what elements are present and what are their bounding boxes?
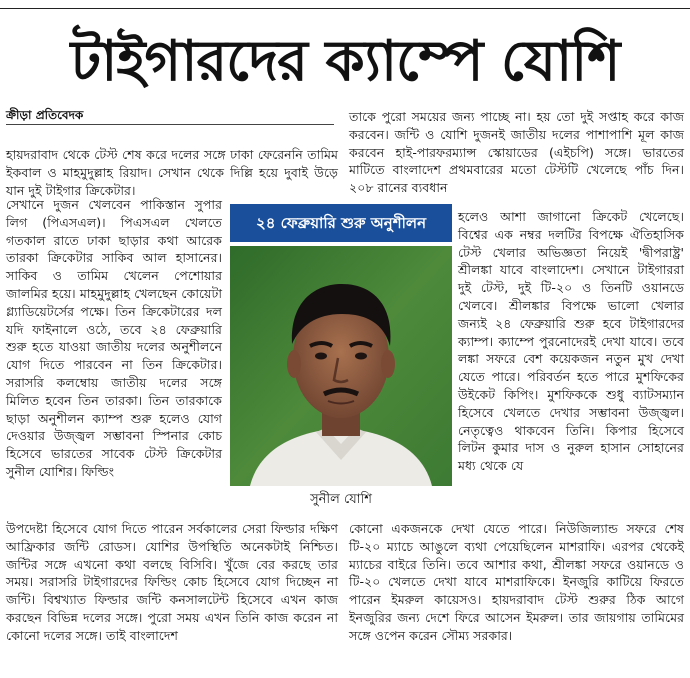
paragraph: হায়দরাবাদ থেকে টেস্ট শেষ করে দলের সঙ্গে ঢাকা ফেরেননি তামিম ইকবাল ও মাহমুদুল্লাহ রিয়াদ। সেখান থেকে দিল্লি হয়ে দুবাই উড়ে যান দুই টাইগার ক্রিকেটার। bbox=[6, 147, 338, 198]
photo-caption: সুনীল যোশি bbox=[310, 492, 372, 507]
article-column-right-middle bbox=[458, 208, 684, 475]
byline-divider bbox=[6, 124, 334, 125]
paragraph: কোনো একজনকে দেখা যেতে পারে। নিউজিল্যান্ড সফরে শেষ টি-২০ ম্যাচে আঙুলে ব্যথা পেয়েছিলেন মাশরাফি। এরপর থেকেই ম্যাচের বাইরে তিনি। তবে আশার কথা, শ্রীলঙ্কা সফরে ওয়ানডে ও টি-২০ খেলতে দেখা যাবে মাশরাফিকে। ইনজুরি কাটিয়ে ফিরতে পারেন ইমরুল কায়েসও। হায়দরাবাদ টেস্ট শুরুর ঠিক আগে ইনজুরির জন্য দেশে ফিরে আসেন ইমরুল। তার জায়গায় তামিমের সঙ্গে ওপেন করেন সৌম্য সরকার। bbox=[349, 521, 684, 643]
player-photo bbox=[230, 246, 452, 486]
player-portrait-illustration bbox=[230, 246, 452, 486]
article-column-right-top bbox=[349, 108, 684, 197]
article-column-right-bottom bbox=[349, 520, 684, 645]
paragraph: সেখানে দুজন খেলবেন পাকিস্তান সুপার লিগ (পিএসএল)। পিএসএল খেলতে গতকাল রাতে ঢাকা ছাড়ার কথা আরেক তারকা ক্রিকেটার সাকিব আল হাসানের। সাকিব ও তামিম খেলেন পেশোয়ার জালমির হয়ে। মাহমুদুল্লাহ খেলছেন কোয়েটা গ্ল্যাডিয়েটর্সের পক্ষে। তিন ক্রিকেটারের দল যদি ফাইনালে ওঠে, তবে ২৪ ফেব্রুয়ারি শুরু হতে যাওয়া জাতীয় দলের অনুশীলনে যোগ দিতে পারবেন না তিন ক্রিকেটার। সরাসরি কলম্বোয় জাতীয় দলের সঙ্গে মিলিত হবেন তিন তারকা। তিন তারকাকে ছাড়া অনুশীলন ক্যাম্প শুরু হলেও যোগ দেওয়ার উজ্জ্বল সম্ভাবনা স্পিনার কোচ হিসেবে ভারতের সাবেক টেস্ট ক্রিকেটার সুনীল যোশির। ফিল্ডিং bbox=[6, 197, 222, 479]
article-column-left-middle bbox=[6, 196, 222, 481]
top-rule-line bbox=[0, 8, 690, 9]
article-column-left-top bbox=[6, 146, 338, 199]
byline: ক্রীড়া প্রতিবেদক bbox=[6, 108, 84, 122]
article-headline: টাইগারদের ক্যাম্পে যোশি bbox=[70, 29, 620, 94]
top-rule bbox=[0, 0, 690, 14]
paragraph: হলেও আশা জাগানো ক্রিকেট খেলেছে। বিশ্বের এক নম্বর দলটির বিপক্ষে ঐতিহাসিক টেস্ট খেলার অভিজ্ঞতা নিয়েই 'দ্বীপরাষ্ট্র' শ্রীলঙ্কা যাবে বাংলাদেশ। সেখানে টাইগাররা দুই টেস্ট, দুই টি-২০ ও তিনটি ওয়ানডে খেলবে। শ্রীলঙ্কার বিপক্ষে ভালো খেলার জন্যই ২৪ ফেব্রুয়ারি শুরু হবে টাইগারদের ক্যাম্প। ক্যাম্পে পুরনোদেরই দেখা যাবে। তবে লঙ্কা সফরে বেশ কয়েকজন নতুন মুখ দেখা যেতে পারে। পরিবর্তন হতে পারে মুশফিকের উইকেট কিপিং। মুশফিককে শুধু ব্যাটসম্যান হিসেবে খেলতে দেখার সম্ভাবনা উজ্জ্বল। নেতৃত্বেও থাকবেন তিনি। কিপার হিসেবে লিটন কুমার দাস ও নুরুল হাসান সোহানের মধ্য থেকে যে bbox=[458, 209, 684, 474]
article-column-left-bottom bbox=[6, 520, 338, 645]
photo-block bbox=[230, 204, 452, 514]
paragraph: উপদেষ্টা হিসেবে যোগ দিতে পারেন সর্বকালের সেরা ফিল্ডার দক্ষিণ আফ্রিকার জন্টি রোডস। যোশির উপস্থিতি অনেকটাই নিশ্চিত। জন্টির সঙ্গে এখনো কথা বলছে বিসিবি। খুঁজে বের করছে তার সময়। সরাসরি টাইগারদের ফিল্ডিং কোচ হিসেবে যোগ দিচ্ছেন না জন্টি। বিশ্বখ্যাত ফিল্ডার জন্টি কনসালটেন্ট হিসেবে এখন কাজ করছেন বিভিন্ন দলের সঙ্গে। পুরো সময় এখন তিনি কাজ করেন না কোনো দলের সঙ্গে। তাই বাংলাদেশ bbox=[6, 521, 338, 643]
paragraph: তাকে পুরো সময়ের জন্য পাচ্ছে না। হয় তো দুই সপ্তাহ করে কাজ করবেন। জন্টি ও যোশি দুজনই জাতীয় দলের পাশাপাশি মূল কাজ করবেন হাই-পারফরম্যান্স স্কোয়াডের (এইচপি) সঙ্গে। ভারতের মাটিতে বাংলাদেশ প্রথমবারের মতো টেস্টটি খেলেছে পাঁচ দিন। ২০৮ রানের ব্যবধান bbox=[349, 109, 684, 196]
photo-banner: ২৪ ফেব্রুয়ারি শুরু অনুশীলন bbox=[230, 204, 452, 242]
